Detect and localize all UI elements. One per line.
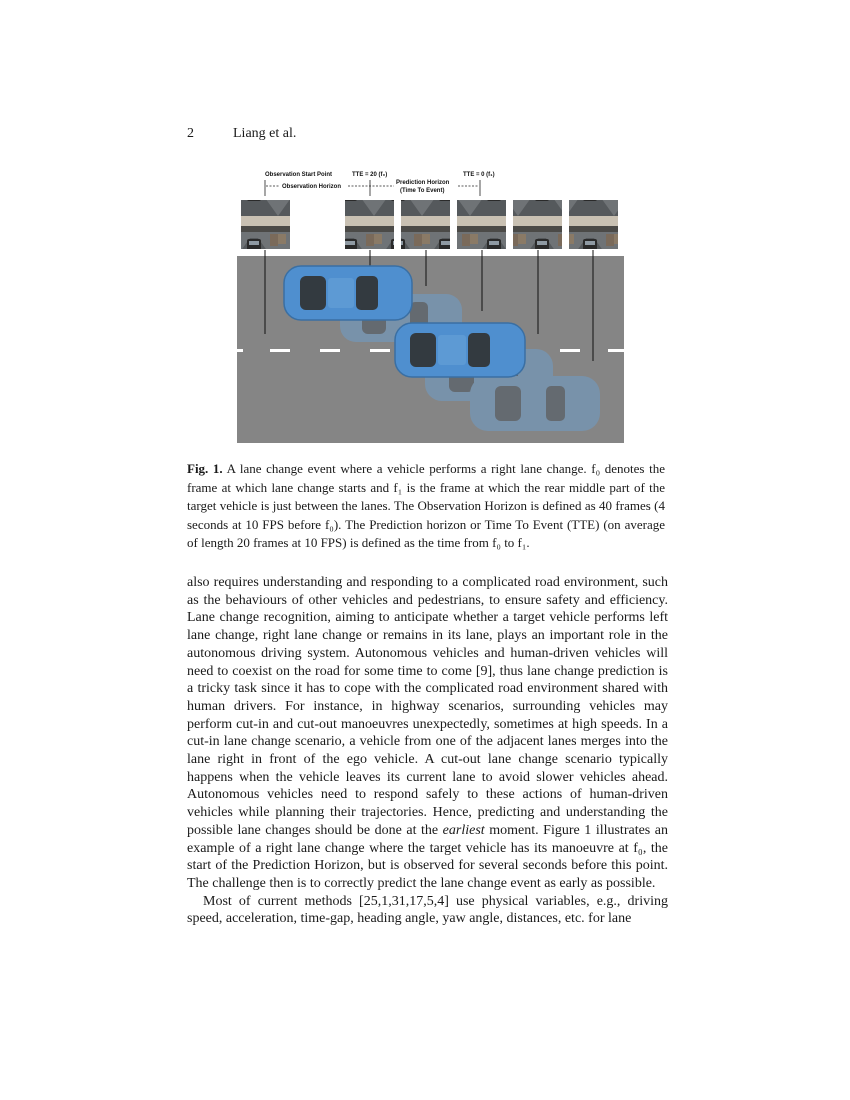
emphasis-earliest: earliest [442, 822, 485, 838]
label-observation-horizon: Observation Horizon [282, 184, 342, 190]
figure-caption [187, 460, 665, 553]
frame-thumbnail [241, 200, 290, 249]
frame-thumbnail [513, 200, 562, 249]
target-vehicle [284, 266, 412, 320]
frame-thumbnails [241, 200, 618, 249]
label-tte-20: TTE = 20 (f₀) [352, 172, 388, 178]
paragraph-1 [187, 574, 668, 893]
running-header [187, 126, 296, 142]
figure-1 [230, 166, 630, 448]
paragraph-2: Most of current methods [25,1,31,17,5,4] use physical variables, e.g., driving speed, acceleration, time-gap, heading angle, yaw angle, distances, etc. for lane [187, 893, 668, 927]
body-text [187, 574, 668, 928]
frame-thumbnail [401, 200, 450, 249]
running-title: Liang et al. [233, 126, 297, 141]
target-vehicle-lane-change [395, 323, 525, 377]
frame-thumbnail [345, 200, 394, 249]
caption-text: A lane change event where a vehicle performs a right lane change. f₀ denotes the frame at which lane change starts and f₁ is the frame at which the rear middle part of the target vehicle is just between the lanes. The Observation Horizon is defined as 40 frames (4 seconds at 10 FPS before f₀). The Prediction horizon or Time To Event (TTE) (on average of length 20 frames at 10 FPS) is defined as the time from f₀ to f₁. [187, 461, 665, 551]
label-prediction-horizon: Prediction Horizon [396, 180, 450, 186]
paragraph-1-part-b: moment. Figure 1 illustrates an example of a right lane change where the target vehicle has its manoeuvre at f₀, the start of the Prediction Horizon, but is observed for several seconds before this point. The challenge then is to correctly predict the lane change event as early as possible. [187, 822, 669, 891]
paragraph-1-part-a: also requires understanding and responding to a complicated road environment, such as the behaviours of other vehicles and pedestrians, to ensure safety and efficiency. Lane change recognition, aiming to anticipate whether a target vehicle performs left lane change, right lane change or remains in its lane, plays an important role in the autonomous driving system. Autonomous vehicles and human-driven vehicles will need to coexist on the road for some time to come [9], thus lane change prediction is a tricky task since it has to cope with the complicated road environment shared with human drivers. For instance, in highway scenarios, surrounding vehicles may perform cut-in and cut-out manoeuvres unexpectedly, sometimes at high speeds. In a cut-in lane change scenario, a vehicle from one of the adjacent lanes merges into the lane right in front of the ego vehicle. A cut-out lane change scenario typically happens when the vehicle leaves its current lane to avoid slower vehicles ahead. Autonomous vehicles need to respond safely to these actions of human-driven vehicles while planning their trajectories. Hence, predicting and understanding the possible lane changes should be done at the [187, 575, 668, 838]
frame-thumbnail [569, 200, 618, 249]
frame-thumbnail [457, 200, 506, 249]
label-tte-0: TTE = 0 (f₁) [463, 172, 495, 178]
label-time-to-event: (Time To Event) [400, 188, 445, 194]
page-number: 2 [187, 126, 194, 141]
label-observation-start: Observation Start Point [265, 172, 333, 178]
caption-label: Fig. 1. [187, 461, 223, 476]
lane-change-illustration [230, 166, 630, 448]
